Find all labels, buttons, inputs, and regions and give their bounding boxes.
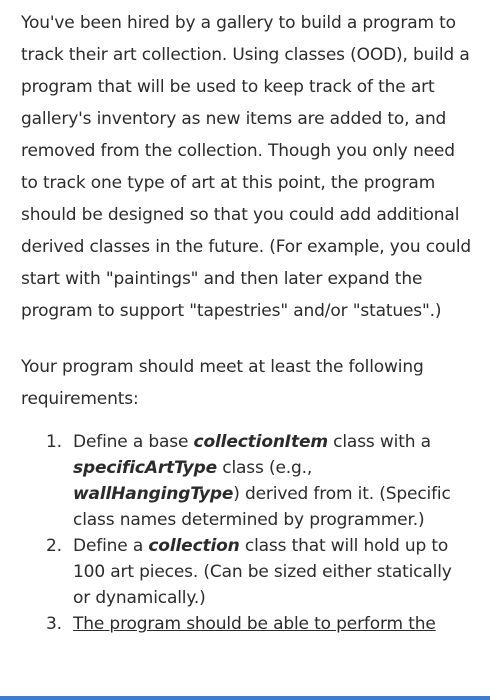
- requirements-lead: Your program should meet at least the following requirements:: [21, 357, 424, 409]
- list-item-number: 1.: [46, 432, 62, 452]
- class-name-wall-hanging-type: wallHangingType: [73, 484, 234, 504]
- list-item-text: Define a: [73, 536, 149, 556]
- list-item-text: Define a base: [73, 432, 194, 452]
- class-name-collection: collection: [148, 536, 240, 556]
- list-item-number: 3.: [46, 614, 62, 634]
- list-item: [46, 429, 472, 533]
- class-name-specific-art-type: specificArtType: [73, 458, 218, 478]
- list-item-number: 2.: [46, 536, 62, 556]
- intro-paragraph: You've been hired by a gallery to build a program to track their art collection. Using classes (OOD), build a program that will be used to keep track of the art gallery's inventory as new items are added to, and removed from the collection. Though you only need to track one type of art at this point, the program should be designed so that you could add additional derived classes in the future. (For example, you could start with "paintings" and then later expand the program to support "tapestries" and/or "statues".): [21, 13, 472, 321]
- list-item-text: class with a: [327, 432, 431, 452]
- list-item-text: The program should be able to perform the: [73, 614, 436, 634]
- list-item-text: ) derived from it. (Specific class names determined by programmer.): [73, 484, 451, 530]
- class-name-collection-item: collectionItem: [193, 432, 328, 452]
- list-item-text: class (e.g.,: [217, 458, 313, 478]
- requirements-list: [21, 429, 472, 637]
- bottom-accent-bar: [0, 696, 490, 700]
- list-item: [46, 611, 472, 637]
- list-item-text: class that will hold up to 100 art pieces. (Can be sized either statically or dynamically.): [73, 536, 452, 608]
- list-item: [46, 533, 472, 611]
